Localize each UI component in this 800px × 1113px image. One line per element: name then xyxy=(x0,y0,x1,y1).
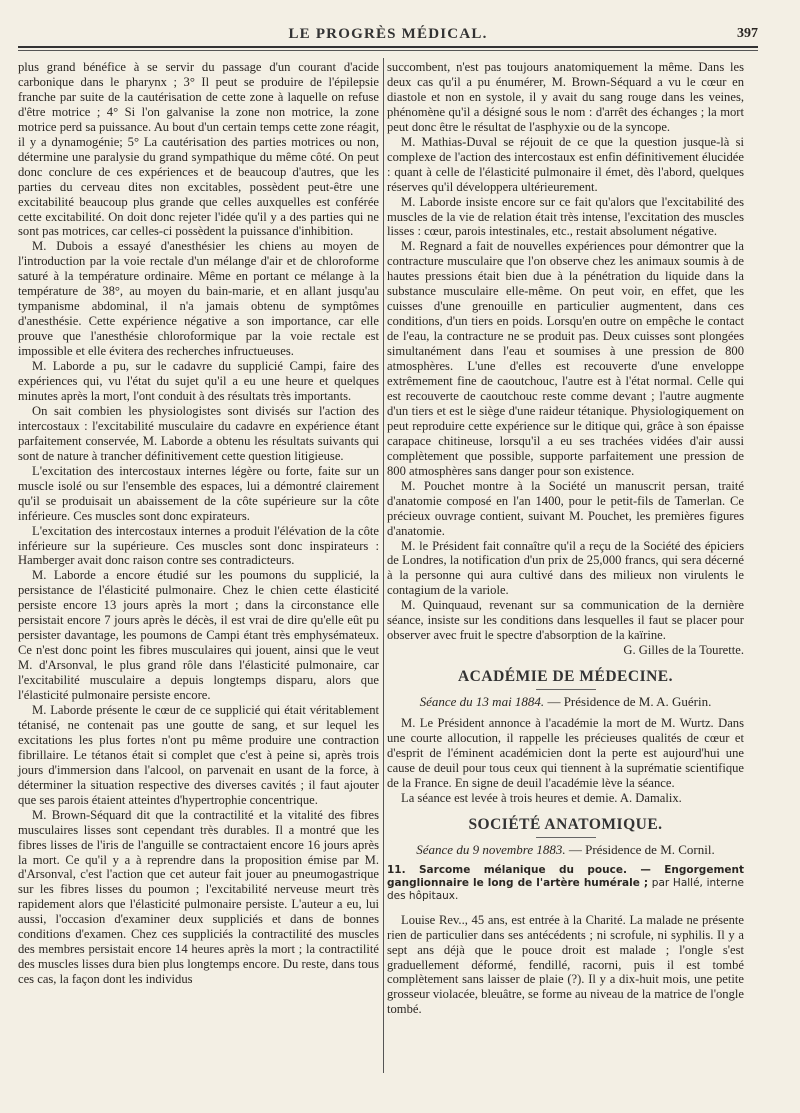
section-title-societe: SOCIÉTÉ ANATOMIQUE. xyxy=(468,815,663,833)
paragraph: M. Laborde a encore étudié sur les poumons du supplicié, la persistance de l'élasticité pulmonaire. Chez le chien cette élasticité persiste encore 13 jours après la mort ; dans la circonstance elle persistait encore 7 jours après le décès, il est vrai de dire qu'elle eût pu persister davantage, les poumons de Campi étant très emphysémateux. Ce n'est donc point les fibres musculaires qui jouent, ainsi que le veut M. d'Arsonval, le plus grand rôle dans l'élasticité pulmonaire, car l'excitabilité musculaire a depuis longtemps disparu, alors que l'élasticité pulmonaire persiste encore. xyxy=(18,568,379,703)
session-line xyxy=(387,695,744,710)
paragraph: On sait combien les physiologistes sont divisés sur l'action des intercostaux : l'excitabilité musculaire du cadavre en expérience étant parfaitement conservée, M. Laborde a obtenu les résultats suivants qui sont de nature à trancher définitivement cette question litigieuse. xyxy=(18,403,379,463)
paragraph: M. Dubois a essayé d'anesthésier les chiens au moyen de l'introduction par la voie rectale d'un mélange d'air et de chloroforme saturé à la température ordinaire. Même en portant ce mélange à la température de 38°, au moyen du bain-marie, et en allant jusqu'au tympanisme abdominal, il n'a jamais obtenu de symptômes d'anesthésie. Cette expérience négative a son importance, car elle prouve que l'anesthésie chloroformique par la voie rectale est impossible et elle évitera des recherches infructueuses. xyxy=(18,239,379,359)
paragraph: La séance est levée à trois heures et demie. A. Damalix. xyxy=(401,790,682,805)
paragraph: succombent, n'est pas toujours anatomiquement la même. Dans les deux cas qu'il a pu énumérer, M. Brown-Séquard a vu le cœur en diastole et non en systole, il y avait du sang rouge dans les veines, phénomène qu'il a désigné sous le nom : d'arrêt des échanges ; la mort peut donc être le résultat de l'asphyxie ou de la syncope. xyxy=(387,60,744,134)
paragraph: Louise Rev.., 45 ans, est entrée à la Charité. La malade ne présente rien de particulier dans ses antécédents ; ni scrofule, ni syphilis. Il y a sept ans déjà que le pouce droit est malade ; l'ongle s'est graduellement déformé, fendillé, racorni, puis il est tombé complètement sans laisser de plaie (?). Il y a dix-huit mois, une petite grosseur violacée, bleuâtre, se forme au niveau de la matrice de l'ongle tombé. xyxy=(387,912,744,1017)
session-date: Séance du 9 novembre 1883. xyxy=(416,841,566,857)
paragraph: M. Laborde insiste encore sur ce fait qu'alors que l'excitabilité des muscles de la vie de relation était très intense, l'excitation des muscles lisses : cœur, parois intestinales, etc., restait absolument négative. xyxy=(387,194,744,239)
paragraph: M. Pouchet montre à la Société un manuscrit persan, traité d'anatomie composé en l'an 1400, pour le petit-fils de Tamerlan. Ce précieux ouvrage contient, suivant M. Pouchet, les premières figures d'anatomie. xyxy=(387,478,744,538)
signature: G. Gilles de la Tourette. xyxy=(623,643,744,658)
left-column xyxy=(18,60,379,987)
case-title: 11. Sarcome mélanique du pouce. — Engorgement ganglionnaire le long de l'artère humérale ; xyxy=(387,863,744,889)
paragraph: M. le Président fait connaître qu'il a reçu de la Société des épiciers de Londres, la notification d'un prix de 25,000 francs, qui sera décerné à la personne qui aura cultivé dans des milieux non virulents le contagium de la variole. xyxy=(387,538,744,598)
column-divider xyxy=(383,58,384,1073)
session-date: Séance du 13 mai 1884. xyxy=(419,694,545,710)
page-number: 397 xyxy=(737,26,758,41)
header-rule xyxy=(18,46,758,48)
section-rule xyxy=(536,689,596,690)
paragraph: L'excitation des intercostaux internes légère ou forte, faite sur un muscle isolé ou sur l'ensemble des espaces, lui a démontré clairement qu'il se produisait un abaissement de la côte supérieure sur la côte inférieure. Ces muscles sont donc expirateurs. xyxy=(18,463,379,523)
paragraph: M. Laborde a pu, sur le cadavre du supplicié Campi, faire des expériences qui, vu l'état du sujet qu'il a eu une heure et quelques minutes après la mort, l'ont conduit à des résultats très importants. xyxy=(18,359,379,403)
paragraph: plus grand bénéfice à se servir du passage d'un courant d'acide carbonique dans le pharynx ; 3° Il peut se produire de l'épilepsie franche par suite de la cautérisation de cette zone à laquelle on refuse d'être motrice ; 4° Si l'on galvanise la zone non motrice, la zone motrice perd sa puissance. Au bout d'un certain temps cette zone réagit, il y a dynamogénie; 5° La cautérisation des parties motrices ou non, détermine une paralysie du grand sympathique du même côté. On peut donc conclure de ces expériences et de beaucoup d'autres, que les parties du cerveau dites non excitables, possèdent peut-être une excitabilité beaucoup plus grande que celles auxquelles est conférée cette excitabilité. On doit donc rejeter l'idée qu'il y a des parties qui ne sont pas motrices, car celles-ci possèdent la puissance d'inhibition. xyxy=(18,60,379,239)
section-rule xyxy=(536,837,596,838)
right-column xyxy=(387,60,744,1017)
paragraph: L'excitation des intercostaux internes a produit l'élévation de la côte inférieure sur la supérieure. Ces muscles sont donc inspirateurs : Hamberger avait donc raison contre ses contradicteurs. xyxy=(18,523,379,568)
paragraph: M. Le Président annonce à l'académie la mort de M. Wurtz. Dans une courte allocution, il rappelle les précieuses qualités de cœur et d'esprit de l'éminent académicien dont la perte est aujourd'hui une cause de deuil pour tous ceux qui tiennent à la suprématie scientifique de la France. En signe de deuil l'académie lève la séance. xyxy=(387,716,744,790)
case-author: par Hallé, interne des hôpitaux. xyxy=(387,876,745,902)
case-heading xyxy=(387,864,744,903)
session-line xyxy=(387,843,744,858)
paragraph: M. Laborde présente le cœur de ce supplicié qui était véritablement tétanisé, ne contenait pas une goutte de sang, et sur lequel les excitations les plus fortes n'ont pu même produire une contraction fibrillaire. Le tétanos était si complet que c'est à peine si, après trois jours d'immersion dans l'alcool, on parvenait en usant de la force, à déterminer la situation respective des diverses cavités ; il faut ajouter que ses parois étaient atteintes d'hypertrophie concentrique. xyxy=(18,702,379,807)
paragraph: M. Regnard a fait de nouvelles expériences pour démontrer que la contracture musculaire que l'on observe chez les animaux soumis à de hautes pressions était bien due à la pénétration du liquide dans la substance musculaire elle-même. On peut voir, en effet, que les cuisses d'une grenouille en particulier augmentent, dans ces conditions, d'un tiers en poids. Lorsqu'en outre on empêche le contact de l'eau, la contracture ne se produit pas. Deux cuisses sont plongées simultanément dans l'eau et soumises à une pression de 800 atmosphères. L'une d'elles est recouverte d'une enveloppe extrêmement fine de caoutchouc, l'autre est à l'état normal. Celle qui est recouverte de caoutchouc reste comme devant ; l'autre augmente d'un tiers et est le siège d'une raideur tétanique. Physiologiquement on peut reproduire cette expérience sur le ditique qui, grâce à son épaisse carapace chitineuse, lorsqu'il a eu ses trachées vidées d'air aussi complètement que possible, supporte parfaitement une pression de 800 atmosphères sans danger pour son existence. xyxy=(387,239,744,478)
paragraph: M. Brown-Séquard dit que la contractilité et la vitalité des fibres musculaires lisses sont cependant très durables. Il a montré que les fibres lisses de l'iris de l'anguille se contractaient encore 16 jours après la mort. Ce qu'il y a à reprendre dans la proposition émise par M. d'Arsonval, c'est l'action que cet auteur fait jouer au pneumogastrique sur les fibres lisses du poumon ; l'excitabilité nerveuse meurt très rapidement alors que l'élasticité pulmonaire persiste. L'auteur a eu, lui aussi, l'occasion d'examiner deux suppliciés et dans de bonnes conditions d'examen. Chez ces suppliciés la contractilité des muscles des membres persistait encore 14 heures après la mort ; la contractilité des muscles lisses dura bien plus longtemps encore. Du reste, dans tous ces cas, la façon dont les individus xyxy=(18,807,379,987)
page-header xyxy=(18,26,758,46)
header-rule-thin xyxy=(18,50,758,51)
running-title: LE PROGRÈS MÉDICAL. xyxy=(288,26,488,42)
paragraph: M. Quinquaud, revenant sur sa communication de la dernière séance, insiste sur les conditions dans lesquelles il faut se placer pour observer avec fruit le spectre d'absorption de la kaïrine. xyxy=(387,598,744,643)
section-title-academie: ACADÉMIE DE MÉDECINE. xyxy=(457,668,674,686)
session-presidency: — Présidence de M. Cornil. xyxy=(568,841,715,857)
paragraph: M. Mathias-Duval se réjouit de ce que la question jusque-là si complexe de l'action des intercostaux est enfin définitivement élucidée : quant à celle de l'élasticité pulmonaire il émet, dès l'abord, quelques réserves qu'il développera ultérieurement. xyxy=(387,134,744,194)
session-presidency: — Présidence de M. A. Guérin. xyxy=(547,694,712,710)
